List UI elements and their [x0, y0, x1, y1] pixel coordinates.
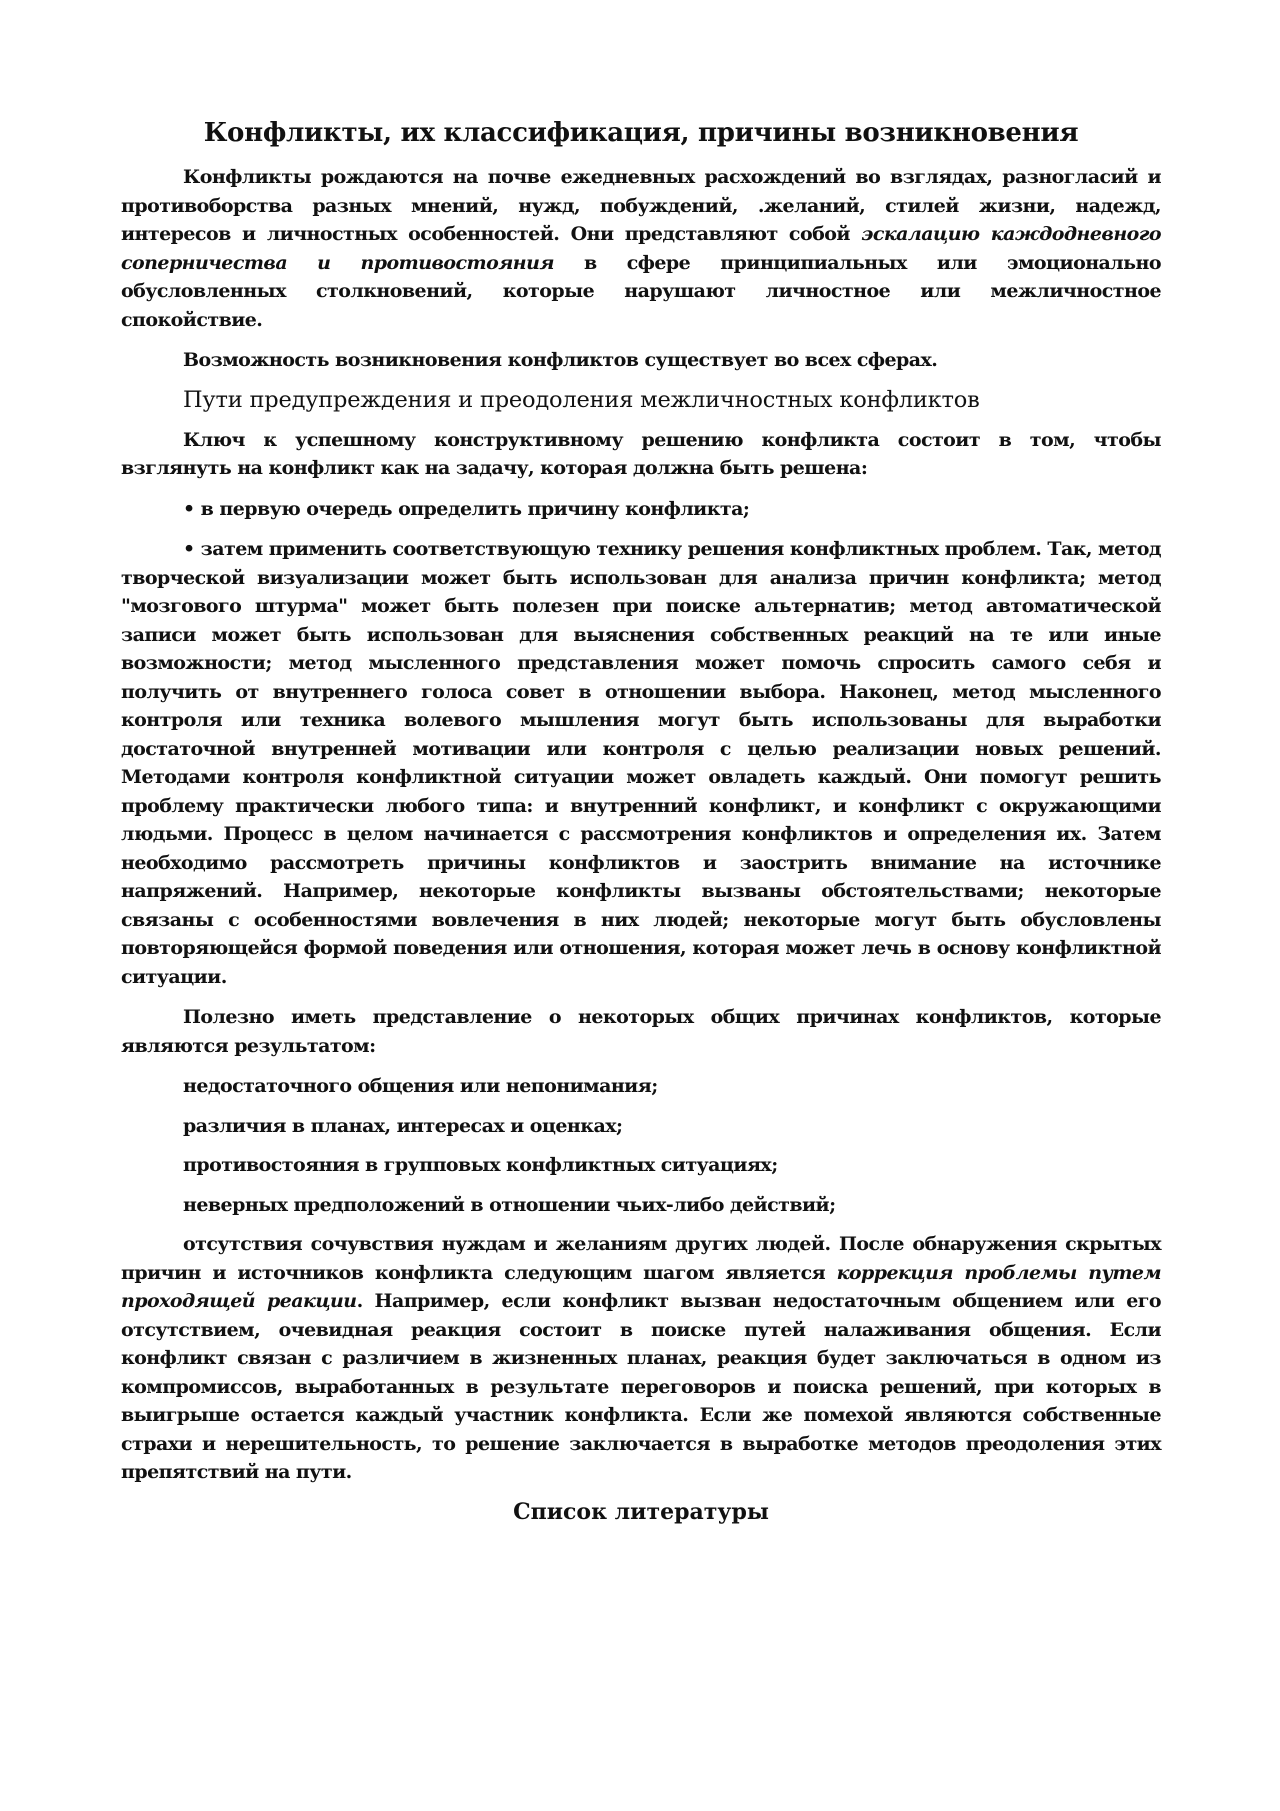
paragraph-correction-emphasis: коррекция проблемы путем проходящей реакции [121, 1261, 1161, 1313]
document-title: Конфликты, их классификация, причины возникновения [203, 118, 1079, 148]
section-heading: Пути предупреждения и преодоления межличностных конфликтов [183, 386, 980, 413]
bullet-item-1: • в первую очередь определить причину конфликта; [183, 497, 750, 520]
paragraph-possibility: Возможность возникновения конфликтов существует во всех сферах. [183, 349, 938, 372]
paragraph-key: Ключ к успешному конструктивному решению конфликта состоит в том, чтобы взглянуть на конфликт как на задачу, которая должна быть решена: [121, 428, 1161, 480]
paragraph-correction-text-a: отсутствия сочувствия нуждам и желаниям других людей. После обнаружения скрытых причин и источников конфликта следующим шагом является [121, 1233, 1161, 1284]
cause-item-2: различия в планах, интересах и оценках; [183, 1114, 623, 1137]
references-heading: Список литературы [513, 1498, 769, 1525]
paragraph-intro-text-a: Конфликты рождаются на почве ежедневных расхождений во взглядах, разногласий и противоборства разных мнений, нужд, побуждений, .желаний, стилей жизни, надежд, интересов и личностных особенностей. Они представляют собой [121, 166, 1161, 246]
cause-item-4: неверных предположений в отношении чьих-либо действий; [183, 1193, 836, 1216]
document-page [121, 118, 1161, 1525]
paragraph-intro-emphasis: эскалацию каждодневного соперничества и противостояния [121, 223, 1162, 274]
paragraph-causes-intro: Полезно иметь представление о некоторых общих причинах конфликтов, которые являются результатом: [121, 1006, 1161, 1057]
paragraph-correction-text-b: . Например, если конфликт вызван недостаточным общением или его отсутствием, очевидная реакция состоит в поиске путей налаживания общения. Если конфликт связан с различием в жизненных планах, реакция будет заключаться в одном из компромиссов, выработанных в результате переговоров и поиска решений, при которых в выигрыше остается каждый участник конфликта. Если же помехой являются собственные страхи и нерешительность, то решение заключается в выработке методов преодоления этих препятствий на пути. [121, 1290, 1161, 1484]
paragraph-intro-text-b: в сфере принципиальных или эмоционально обусловленных столкновений, которые нарушают личностное или межличностное спокойствие. [121, 251, 1161, 331]
cause-item-1: недостаточного общения или непонимания; [183, 1075, 658, 1098]
bullet-item-2: • затем применить соответствующую технику решения конфликтных проблем. Так, метод творческой визуализации может быть использован для анализа причин конфликта; метод "мозгового штурма" может быть полезен при поиске альтернатив; метод автоматической записи может быть использован для выяснения собственных реакций на те или иные возможности; метод мысленного представления может помочь спросить самого себя и получить от внутреннего голоса совет в отношении выбора. Наконец, метод мысленного контроля или техника волевого мышления могут быть использованы для выработки достаточной внутренней мотивации или контроля с целью реализации новых решений. Методами контроля конфликтной ситуации может овладеть каждый. Они помогут решить проблему практически любого типа: и внутренний конфликт, и конфликт с окружающими людьми. Процесс в целом начинается с рассмотрения конфликтов и определения их. Затем необходимо рассмотреть причины конфликтов и заострить внимание на источнике напряжений. Например, некоторые конфликты вызваны обстоятельствами; некоторые связаны с особенностями вовлечения в них людей; некоторые могут быть обусловлены повторяющейся формой поведения или отношения, которая может лечь в основу конфликтной ситуации. [121, 538, 1161, 988]
cause-item-3: противостояния в групповых конфликтных ситуациях; [183, 1154, 778, 1177]
paragraph-intro [121, 163, 1161, 334]
paragraph-correction [121, 1230, 1161, 1487]
